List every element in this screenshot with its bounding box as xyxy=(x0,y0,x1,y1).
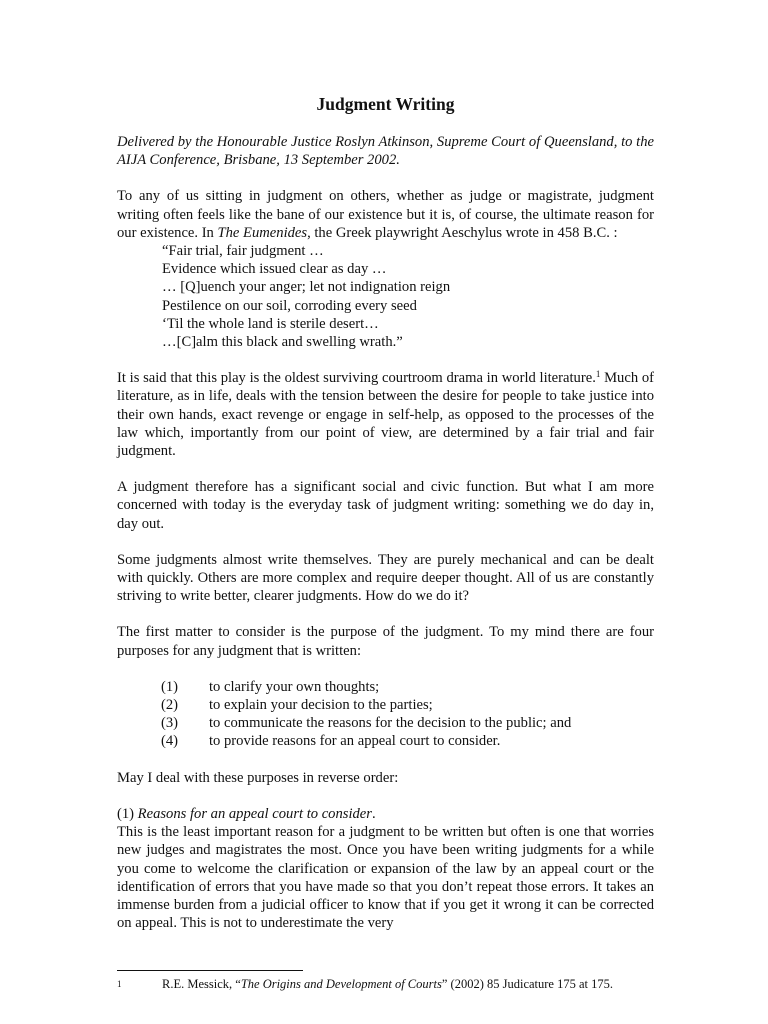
quote-line: Evidence which issued clear as day … xyxy=(162,261,387,278)
list-item: (1) to clarify your own thoughts; xyxy=(161,678,380,695)
paragraph-purposes-intro: The first matter to consider is the purpose of the judgment. To my mind there are four purposes for any judgment that is written: xyxy=(117,624,654,659)
footnote-reference[interactable]: 1 xyxy=(595,369,601,380)
footnote-number: 1 xyxy=(117,979,122,989)
paragraph-reverse-order: May I deal with these purposes in reverse order: xyxy=(117,769,399,786)
purposes-list xyxy=(161,678,654,751)
list-item: (3) to communicate the reasons for the decision to the public; and xyxy=(161,715,572,732)
section-body: This is the least important reason for a judgment to be written but often is one that worries new judges and magistrates the most. Once you have been writing judgments for a while you come to welcome the clarification or expansion of the law by an appeal court or the identification of errors that you have made so that you don’t repeat those errors. It takes an immense burden from a judicial officer to know that if you get it wrong it can be corrected on appeal. This is not to underestimate the very xyxy=(117,824,654,932)
document-body xyxy=(117,94,654,932)
footnote-divider xyxy=(117,970,303,971)
footnote-text: R.E. Messick, “The Origins and Development of Courts” (2002) 85 Judicature 175 at 175. xyxy=(162,977,613,991)
play-title: The Eumenides xyxy=(217,224,308,241)
intro-paragraph: To any of us sitting in judgment on others, whether as judge or magistrate, judgment writing often feels like the bane of our existence but it is, of course, the ultimate reason for our existence. In The Eumenides, the Greek playwright Aeschylus wrote in 458 B.C. : xyxy=(117,188,654,241)
paragraph-complexity: Some judgments almost write themselves. They are purely mechanical and can be dealt with quickly. Others are more complex and require deeper thought. All of us are constantly striving to write better, clearer judgments. How do we do it? xyxy=(117,551,654,605)
quote-line: “Fair trial, fair judgment … xyxy=(162,243,324,260)
paragraph-literature: It is said that this play is the oldest surviving courtroom drama in world literature.$^1$ Much of literature, as in life, deals with the tension between the desire for people to take justice into their own hands, exact revenge or engage in self-help, as opposed to the processes of the law which, importantly from our point of view, are determined by a fair trial and fair judgment. xyxy=(117,369,654,460)
list-item: (2) to explain your decision to the parties; xyxy=(161,697,433,714)
section-heading: (1) Reasons for an appeal court to consider. xyxy=(117,805,376,822)
list-item: (4) to provide reasons for an appeal court to consider. xyxy=(161,733,501,750)
byline: Delivered by the Honourable Justice Roslyn Atkinson, Supreme Court of Queensland, to the AIJA Conference, Brisbane, 13 September 2002. xyxy=(117,134,654,169)
quotation xyxy=(162,242,654,351)
footnote xyxy=(117,976,677,992)
paragraph-civic-function: A judgment therefore has a significant social and civic function. But what I am more concerned with today is the everyday task of judgment writing: something we do day in, day out. xyxy=(117,479,654,532)
quote-line: …[C]alm this black and swelling wrath.” xyxy=(162,334,403,351)
quote-line: … [Q]uench your anger; let not indignation reign xyxy=(162,279,451,296)
quote-line: Pestilence on our soil, corroding every seed xyxy=(162,297,417,314)
document-title: Judgment Writing xyxy=(316,94,455,114)
quote-line: ‘Til the whole land is sterile desert… xyxy=(162,315,379,332)
